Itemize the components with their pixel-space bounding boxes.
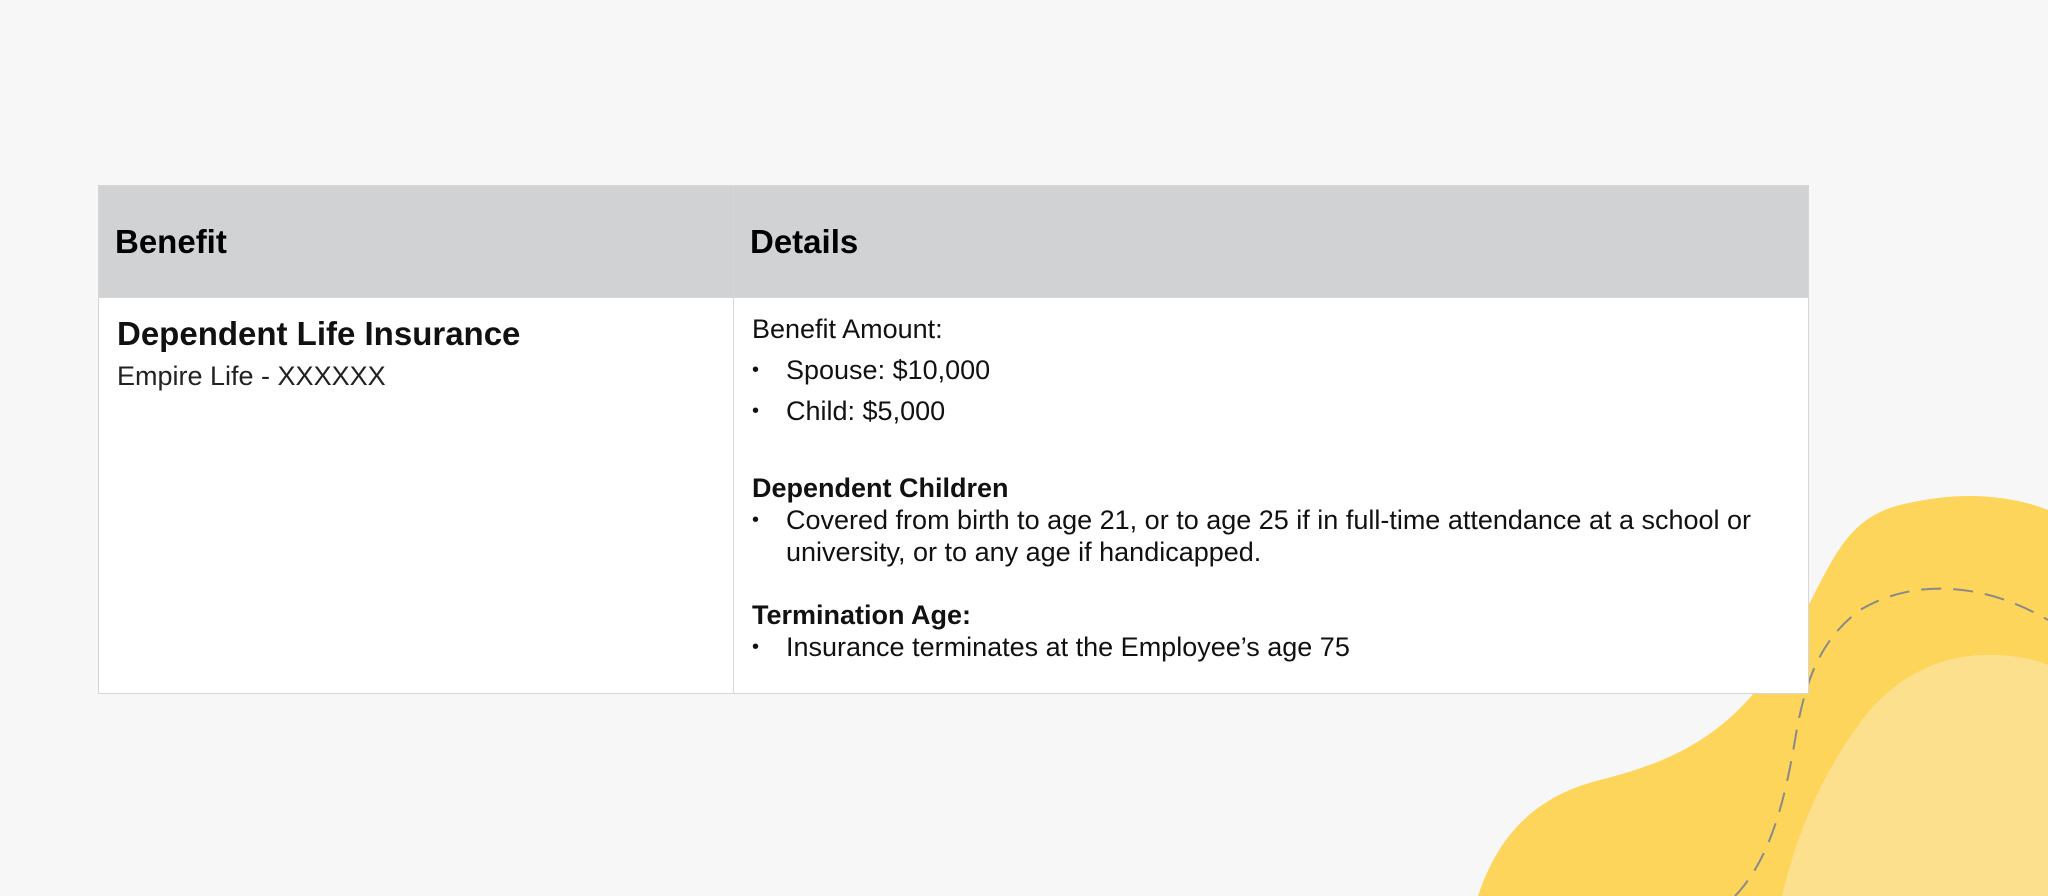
section-title-termination-age: Termination Age: [752, 600, 972, 630]
benefit-provider: Empire Life - XXXXXX [117, 361, 386, 391]
benefit-name: Dependent Life Insurance [117, 315, 521, 352]
section-title-dependent-children: Dependent Children [752, 473, 1009, 503]
list-item-text: Insurance terminates at the Employee’s age 75 [786, 632, 1350, 662]
column-header-details: Details [734, 186, 1809, 298]
list-item-text: Child: $5,000 [786, 396, 946, 426]
termination-age-list [752, 631, 1790, 663]
benefit-cell [99, 298, 734, 694]
list-item-text: Spouse: $10,000 [786, 355, 991, 385]
column-header-benefit: Benefit [99, 186, 734, 298]
benefit-amount-label: Benefit Amount: [752, 314, 943, 344]
table-row [99, 298, 1809, 694]
bullet-icon: • [752, 509, 760, 531]
dependent-children-list [752, 504, 1790, 568]
list-item [752, 504, 1790, 568]
table-header-row [99, 186, 1809, 298]
details-cell [734, 298, 1809, 694]
bullet-icon: • [752, 636, 760, 658]
list-item-spouse-amount [752, 354, 1790, 386]
list-item [752, 631, 1790, 663]
benefits-table [98, 185, 1809, 694]
list-item-text: Covered from birth to age 21, or to age 25 if in full-time attendance at a school or university, or to any age if handicapped. [786, 505, 1752, 567]
bullet-icon: • [752, 359, 760, 381]
benefit-amount-list [752, 354, 1790, 427]
list-item-child-amount [752, 395, 1790, 427]
bullet-icon: • [752, 400, 760, 422]
